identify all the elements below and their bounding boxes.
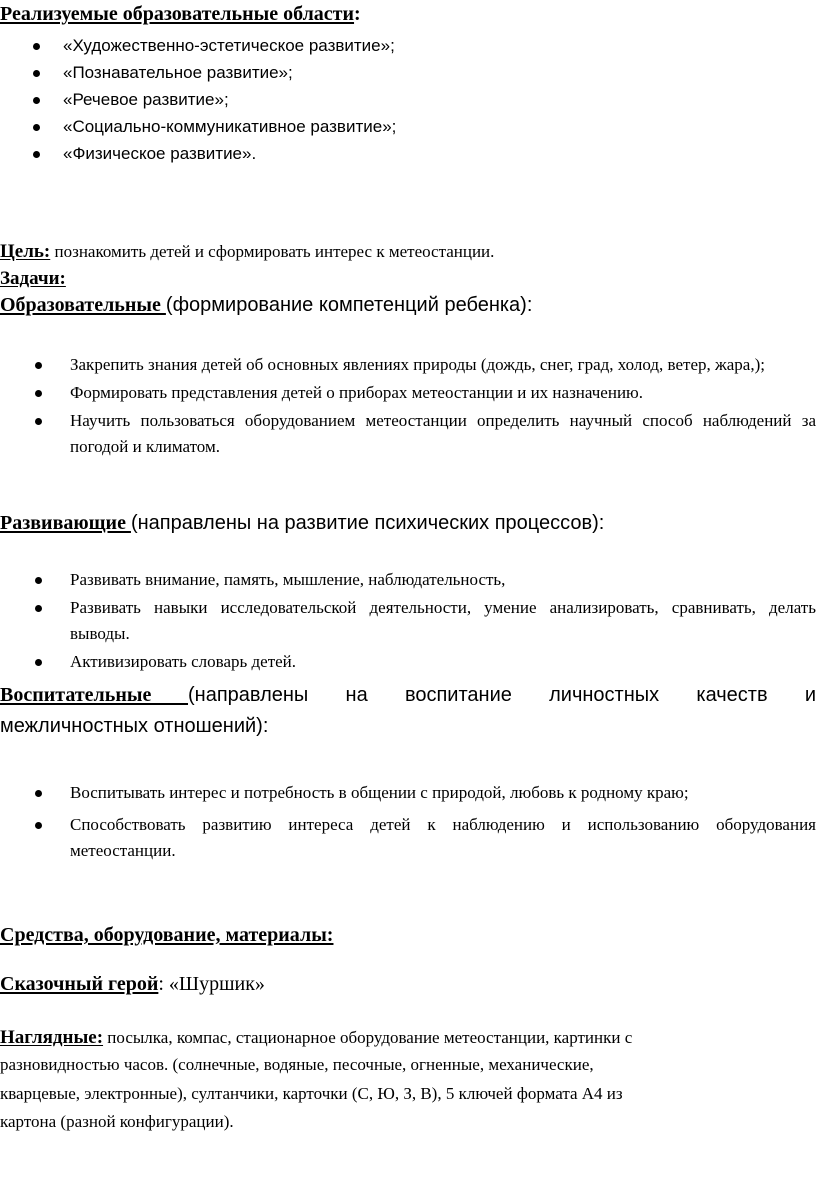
list-item-text: «Социально-коммуникативное развитие»; — [63, 117, 397, 136]
list-item-text: Развивать внимание, память, мышление, наблюдательность, — [70, 570, 506, 589]
bullet-icon — [33, 70, 40, 77]
bullet-icon — [35, 605, 42, 612]
list-item — [0, 113, 816, 140]
means-heading: Средства, оборудование, материалы: — [0, 924, 334, 946]
list-item — [0, 408, 816, 460]
educational-note: (формирование компетенций ребенка): — [165, 294, 533, 316]
bullet-icon — [35, 822, 42, 829]
list-item — [0, 140, 816, 167]
developing-note: (направлены на развитие психических процессов): — [130, 512, 605, 534]
bullet-icon — [35, 418, 42, 425]
bullet-icon — [35, 577, 42, 584]
list-item-text: «Речевое развитие»; — [63, 90, 229, 109]
list-item — [0, 352, 816, 378]
areas-heading-text: Реализуемые образовательные области — [0, 3, 355, 25]
list-item — [0, 86, 816, 113]
educational-label: Образовательные — [0, 294, 166, 316]
bullet-icon — [35, 362, 42, 369]
bullet-icon — [35, 659, 42, 666]
list-item — [0, 567, 816, 593]
educational-heading — [0, 294, 532, 317]
visual-line-2: разновидностью часов. (солнечные, водяные, песочные, огненные, механические, — [0, 1055, 594, 1074]
upbringing-note-line2: межличностных отношений): — [0, 715, 269, 737]
list-item — [0, 59, 816, 86]
hero-label: Сказочный герой — [0, 973, 159, 995]
list-item-text: Формировать представления детей о приборах метеостанции и их назначению. — [70, 383, 643, 402]
list-item-text: Воспитывать интерес и потребность в общении с природой, любовь к родному краю; — [70, 783, 689, 802]
hero-text: : «Шуршик» — [158, 973, 265, 995]
visual-line-4: картона (разной конфигурации). — [0, 1112, 234, 1131]
visual-line-1 — [0, 1027, 632, 1049]
list-item-text: «Познавательное развитие»; — [63, 63, 293, 82]
upbringing-list — [0, 780, 816, 864]
bullet-icon — [35, 790, 42, 797]
goal-label: Цель: — [0, 241, 51, 262]
goal-line — [0, 241, 494, 263]
bullet-icon — [33, 124, 40, 131]
areas-list — [0, 32, 816, 167]
areas-heading — [0, 3, 361, 26]
developing-heading — [0, 512, 604, 535]
list-item-text: Способствовать развитию интереса детей к наблюдению и использованию оборудования метеостанции. — [70, 815, 816, 860]
bullet-icon — [33, 97, 40, 104]
upbringing-heading — [0, 684, 816, 707]
list-item — [0, 649, 816, 675]
list-item-text: Активизировать словарь детей. — [70, 652, 297, 671]
list-item-text: «Художественно-эстетическое развитие»; — [63, 36, 395, 55]
visual-text-1: посылка, компас, стационарное оборудование метеостанции, картинки с — [103, 1028, 633, 1047]
areas-heading-colon: : — [354, 3, 361, 25]
list-item-text: «Физическое развитие». — [63, 144, 257, 163]
upbringing-label: Воспитательные — [0, 684, 189, 706]
visual-label: Наглядные: — [0, 1027, 104, 1048]
bullet-icon — [33, 43, 40, 50]
list-item — [0, 380, 816, 406]
list-item — [0, 812, 816, 864]
list-item — [0, 595, 816, 647]
developing-list — [0, 567, 816, 675]
bullet-icon — [33, 151, 40, 158]
list-item — [0, 780, 816, 806]
developing-label: Развивающие — [0, 512, 131, 534]
list-item-text: Развивать навыки исследовательской деятельности, умение анализировать, сравнивать, делать выводы. — [70, 598, 816, 643]
upbringing-note-line1: (направлены на воспитание личностных качеств и — [188, 684, 816, 706]
hero-line — [0, 973, 265, 996]
tasks-heading: Задачи: — [0, 268, 66, 289]
list-item-text: Закрепить знания детей об основных явлениях природы (дождь, снег, град, холод, ветер, жара,); — [70, 355, 765, 374]
list-item — [0, 32, 816, 59]
goal-text: познакомить детей и сформировать интерес к метеостанции. — [50, 242, 495, 261]
educational-list — [0, 352, 816, 460]
visual-line-3: кварцевые, электронные), султанчики, карточки (С, Ю, З, В), 5 ключей формата А4 из — [0, 1084, 623, 1103]
list-item-text: Научить пользоваться оборудованием метеостанции определить научный способ наблюдений за погодой и климатом. — [70, 411, 816, 456]
bullet-icon — [35, 390, 42, 397]
